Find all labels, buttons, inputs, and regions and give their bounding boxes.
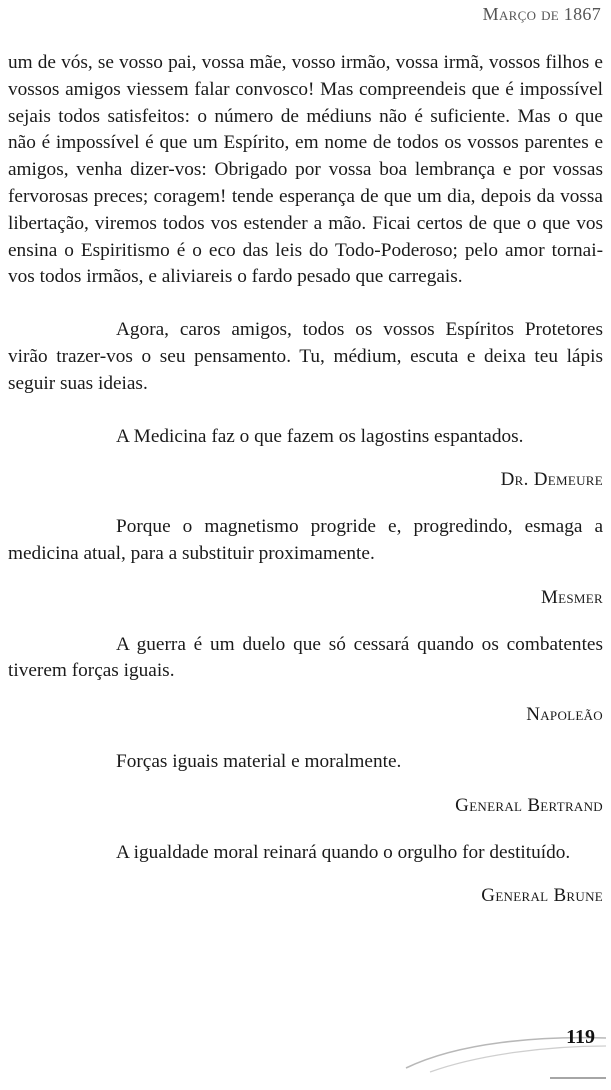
page-body [8,50,603,910]
signature-bertrand: General Bertrand [455,794,603,816]
message-magnetism: Porque o magnetismo progride e, progredindo, esmaga a medicina atual, para a substituir proximamente. [8,516,603,564]
paragraph-protectors: Agora, caros amigos, todos os vossos Espíritos Protetores virão trazer-vos o seu pensamento. Tu, médium, escuta e deixa teu lápis seguir suas ideias. [8,319,603,394]
signature-mesmer: Mesmer [540,586,603,608]
message-moral-equality: A igualdade moral reinará quando o orgulho for destituído. [116,841,571,863]
message-war: A guerra é um duelo que só cessará quando os combatentes tiverem forças iguais. [8,633,603,682]
message-equal-forces: Forças iguais material e moralmente. [116,750,402,772]
paragraph-continuation: um de vós, se vosso pai, vossa mãe, vosso irmão, vossa irmã, vossos filhos e vossos amigos viessem falar convosco! Mas compreendeis que é impossível sejais todos satisfeitos: o número de médiuns não é suficiente. Mas o que não é impossível é que um Espírito, em nome de todos os vossos parentes e amigos, venha dizer-vos: Obrigado por vossa boa lembrança e por vossas fervorosas preces; coragem! tende esperança de que um dia, depois da vossa libertação, viremos todos vos estender a mão. Ficai certos de que o que vos ensina o Espiritismo é o eco das leis do Todo-Poderoso; pelo amor tornai-vos todos irmãos, e aliviareis o fardo pesado que carregais. [8,52,603,288]
message-medicine: A Medicina faz o que fazem os lagostins espantados. [116,425,524,447]
signature-brune: General Brune [481,885,603,907]
page-number: 119 [566,1026,595,1048]
signature-napoleon: Napoleão [526,704,603,726]
running-title: Março de 1867 [482,4,601,24]
signature-demeure: Dr. Demeure [500,469,603,491]
